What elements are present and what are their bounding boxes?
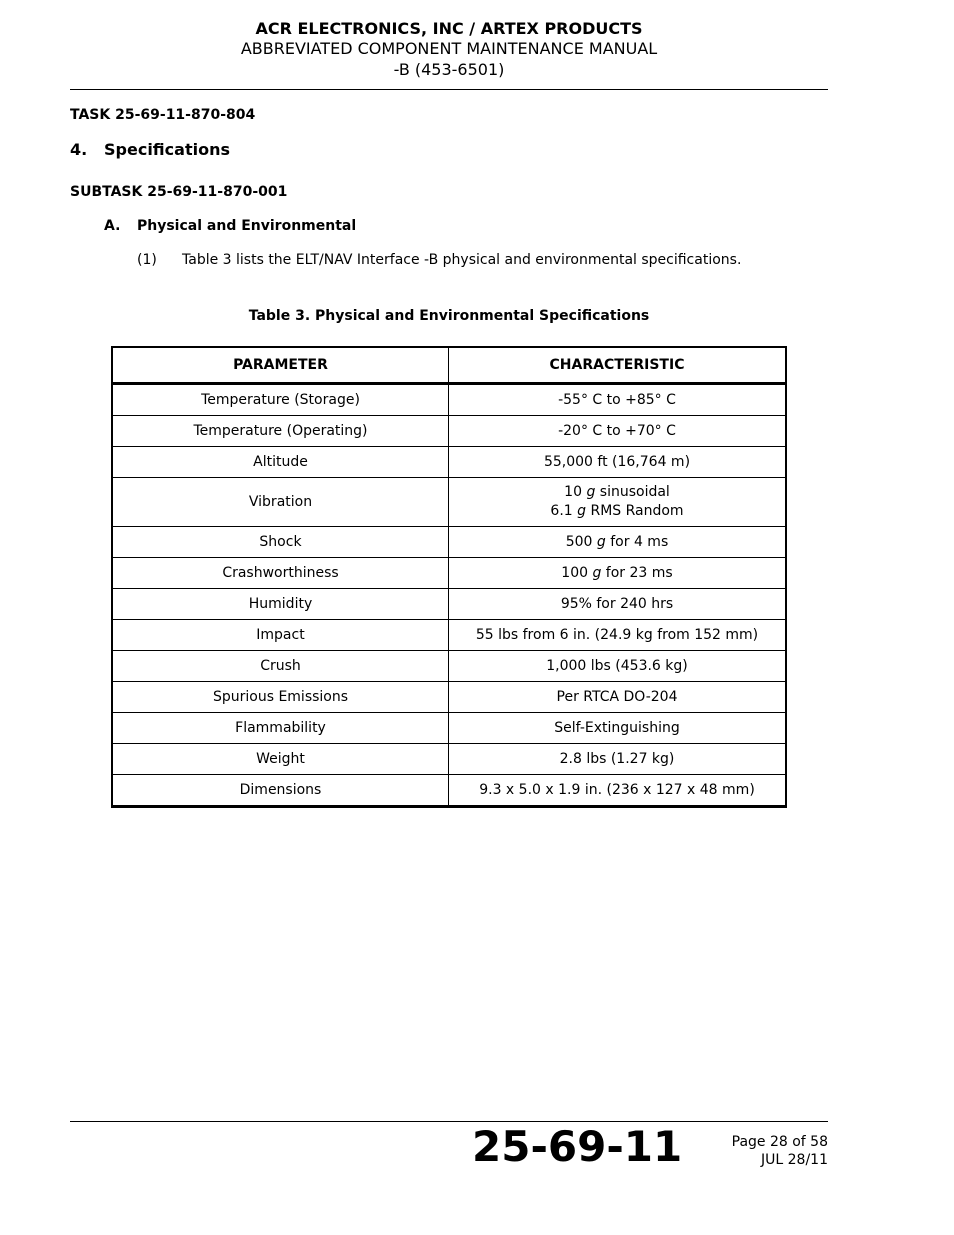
parameter-cell: Humidity <box>112 589 449 620</box>
footer-chapter-code: 25-69-11 <box>472 1122 683 1171</box>
parameter-cell: Spurious Emissions <box>112 682 449 713</box>
footer-rule <box>70 1121 828 1122</box>
table-row <box>112 682 786 713</box>
value-text: RMS Random <box>586 503 684 519</box>
table-row <box>112 775 786 807</box>
table-row <box>112 478 786 527</box>
table-row <box>112 651 786 682</box>
step-text: Table 3 lists the ELT/NAV Interface -B physical and environmental specifications. <box>182 252 742 268</box>
table-row <box>112 384 786 416</box>
g-unit: g <box>592 564 602 581</box>
task-number: TASK 25-69-11-870-804 <box>70 107 256 123</box>
characteristic-cell <box>449 527 787 558</box>
parameter-cell: Weight <box>112 744 449 775</box>
table-row <box>112 558 786 589</box>
parameter-cell: Temperature (Storage) <box>112 384 449 416</box>
parameter-cell: Shock <box>112 527 449 558</box>
g-unit: g <box>577 503 587 519</box>
characteristic-cell: Self-Extinguishing <box>449 713 787 744</box>
parameter-cell: Altitude <box>112 447 449 478</box>
paragraph-heading <box>104 218 356 234</box>
characteristic-cell: Per RTCA DO-204 <box>449 682 787 713</box>
parameter-cell: Vibration <box>112 478 449 527</box>
table-row <box>112 620 786 651</box>
value-text: for 23 ms <box>601 564 673 581</box>
parameter-cell: Crush <box>112 651 449 682</box>
table-row <box>112 447 786 478</box>
characteristic-cell: -20° C to +70° C <box>449 416 787 447</box>
table-row <box>112 713 786 744</box>
characteristic-line <box>453 502 781 521</box>
parameter-cell: Temperature (Operating) <box>112 416 449 447</box>
value-text: 10 <box>564 484 587 500</box>
column-header-parameter: PARAMETER <box>112 347 449 384</box>
value-text: 6.1 <box>550 503 578 519</box>
value-text: 100 <box>561 564 593 581</box>
characteristic-cell <box>449 558 787 589</box>
footer-page-number: Page 28 of 58 <box>731 1134 828 1150</box>
characteristic-cell: 55 lbs from 6 in. (24.9 kg from 152 mm) <box>449 620 787 651</box>
paragraph-number: A. <box>104 218 121 234</box>
characteristic-cell: 55,000 ft (16,764 m) <box>449 447 787 478</box>
value-text: 500 <box>565 533 597 550</box>
footer-date: JUL 28/11 <box>761 1152 828 1168</box>
characteristic-cell <box>449 478 787 527</box>
characteristic-cell: 2.8 lbs (1.27 kg) <box>449 744 787 775</box>
table-row <box>112 527 786 558</box>
section-heading <box>70 140 230 159</box>
step-item <box>137 252 741 268</box>
table-title: Table 3. Physical and Environmental Specifications <box>248 308 650 324</box>
header-manual-title: ABBREVIATED COMPONENT MAINTENANCE MANUAL <box>240 39 658 58</box>
g-unit: g <box>586 484 596 500</box>
table-row <box>112 744 786 775</box>
parameter-cell: Flammability <box>112 713 449 744</box>
characteristic-cell: 1,000 lbs (453.6 kg) <box>449 651 787 682</box>
parameter-cell: Impact <box>112 620 449 651</box>
header-company: ACR ELECTRONICS, INC / ARTEX PRODUCTS <box>255 19 643 38</box>
section-number: 4. <box>70 140 88 159</box>
step-number: (1) <box>137 252 157 268</box>
header-rule <box>70 89 828 90</box>
paragraph-title: Physical and Environmental <box>137 218 357 234</box>
characteristic-cell: 95% for 240 hrs <box>449 589 787 620</box>
characteristic-line <box>453 483 781 502</box>
value-text: for 4 ms <box>605 533 669 550</box>
parameter-cell: Dimensions <box>112 775 449 807</box>
parameter-cell: Crashworthiness <box>112 558 449 589</box>
section-title: Specifications <box>104 140 230 159</box>
table-header-row <box>112 347 786 384</box>
table-row <box>112 589 786 620</box>
subtask-number: SUBTASK 25-69-11-870-001 <box>70 184 288 200</box>
value-text: sinusoidal <box>595 484 670 500</box>
footer-page-info <box>732 1133 828 1169</box>
table-row <box>112 416 786 447</box>
column-header-characteristic: CHARACTERISTIC <box>449 347 787 384</box>
header-model: -B (453-6501) <box>393 60 505 79</box>
characteristic-cell: 9.3 x 5.0 x 1.9 in. (236 x 127 x 48 mm) <box>479 781 755 798</box>
characteristic-cell: -55° C to +85° C <box>449 384 787 416</box>
g-unit: g <box>596 533 606 550</box>
spec-table <box>111 346 787 808</box>
